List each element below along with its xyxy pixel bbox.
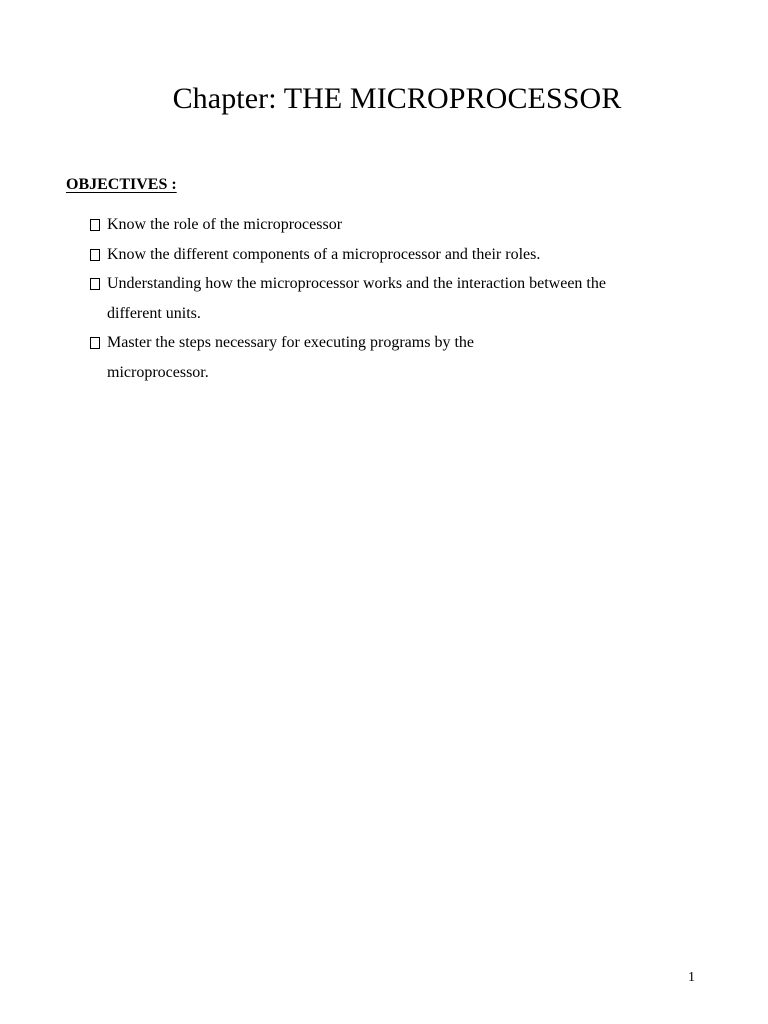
objectives-list — [90, 210, 710, 387]
objective-text: Know the different components of a microprocessor and their roles. — [107, 245, 541, 263]
objective-item — [90, 269, 710, 328]
chapter-title: Chapter: THE MICROPROCESSOR — [172, 82, 622, 115]
objective-text: Understanding how the microprocessor works and the interaction between the different units. — [107, 275, 606, 322]
missing-glyph-box-icon — [90, 337, 100, 349]
missing-glyph-box-icon — [90, 219, 100, 231]
objective-item — [90, 240, 710, 270]
objective-text: Know the role of the microprocessor — [107, 216, 343, 233]
missing-glyph-box-icon — [90, 278, 100, 290]
page-number: 1 — [688, 970, 695, 985]
objective-text: Master the steps necessary for executing programs by the microprocessor. — [107, 334, 474, 381]
missing-glyph-box-icon — [90, 249, 100, 261]
objective-item — [90, 328, 710, 387]
objectives-heading: OBJECTIVES : — [66, 176, 177, 193]
objective-item — [90, 210, 710, 240]
